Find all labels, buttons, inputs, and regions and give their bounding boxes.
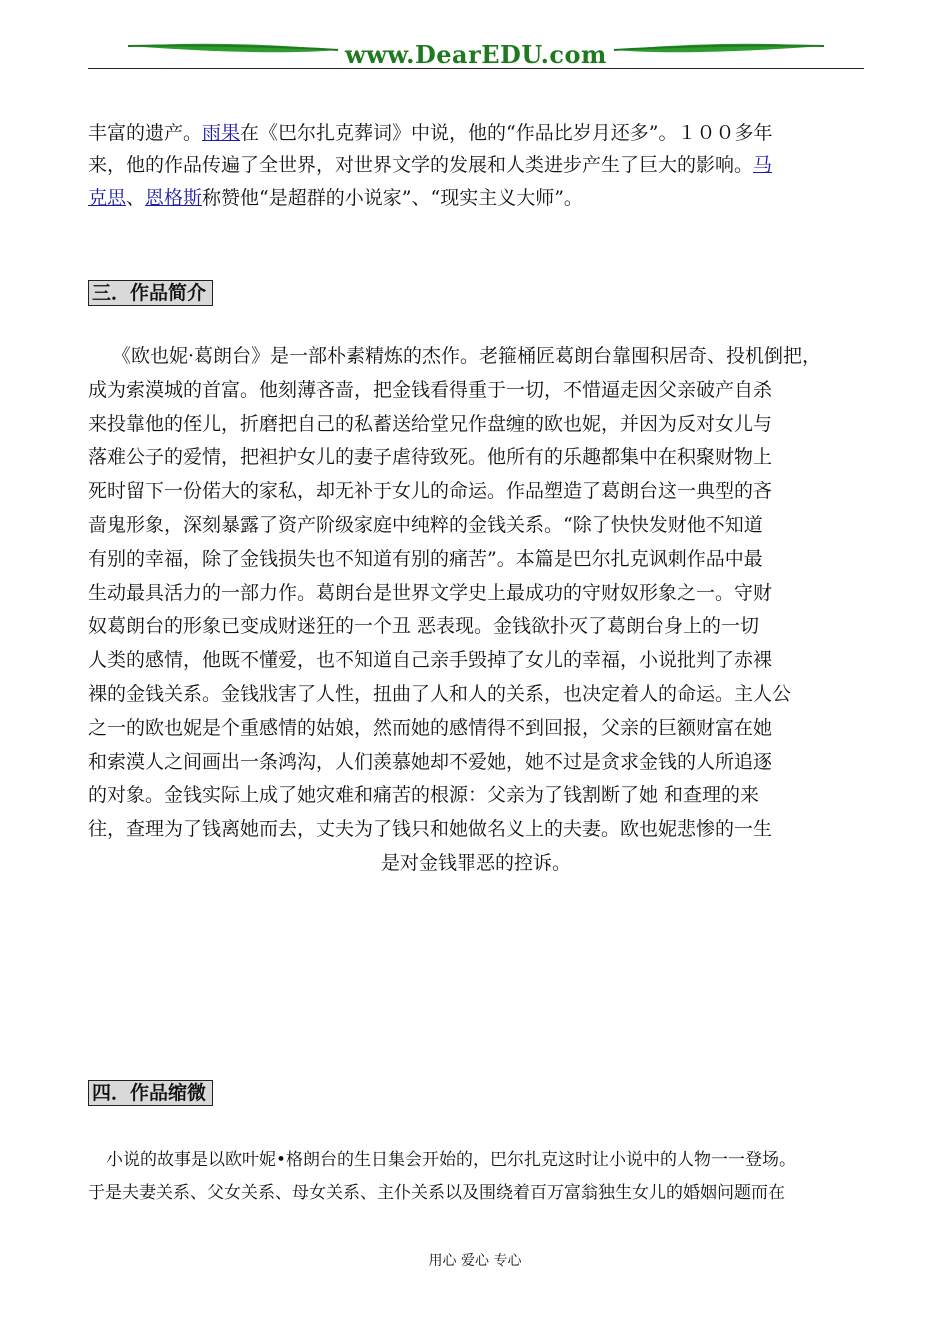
intro-paragraph — [88, 117, 864, 214]
text-line: 《欧也妮·葛朗台》是一部朴素精炼的杰作。老箍桶匠葛朗台靠囤积居奇、投机倒把， — [112, 345, 822, 367]
text-line: 丰富的遗产。雨果在《巴尔扎克葬词》中说，他的“作品比岁月还多”。１００多年 — [88, 122, 773, 144]
text-line: 奴葛朗台的形象已变成财迷狂的一个丑 恶表现。金钱欲扑灭了葛朗台身上的一切 — [88, 615, 760, 638]
work-summary-paragraph — [88, 340, 864, 881]
text-line: 于是夫妻关系、父女关系、母女关系、主仆关系以及围绕着百万富翁独生女儿的婚姻问题而在 — [88, 1183, 785, 1203]
text-line: 啬鬼形象，深刻暴露了资产阶级家庭中纯粹的金钱关系。“除了快快发财他不知道 — [88, 513, 763, 536]
text-line: 和索漠人之间画出一条鸿沟，人们羡慕她却不爱她，她不过是贪求金钱的人所追逐 — [88, 750, 773, 773]
section-heading-3: 三．作品简介 — [88, 280, 213, 306]
text-line: 裸的金钱关系。金钱戕害了人性，扭曲了人和人的关系，也决定着人的命运。主人公 — [88, 682, 792, 705]
text-line: 落难公子的爱情，把袒护女儿的妻子虐待致死。他所有的乐趣都集中在积聚财物上 — [88, 446, 773, 469]
text-line: 克思、恩格斯称赞他“是超群的小说家”、“现实主义大师”。 — [88, 186, 583, 209]
link-marx[interactable]: 克思 — [88, 186, 127, 209]
text-line: 有别的幸福，除了金钱损失也不知道有别的痛苦”。本篇是巴尔扎克讽刺作品中最 — [88, 547, 763, 570]
synopsis-paragraph — [88, 1144, 878, 1210]
text-line: 人类的感情，他既不懂爱，也不知道自己亲手毁掉了女儿的幸福，小说批判了赤裸 — [88, 649, 773, 672]
text-line: 生动最具活力的一部力作。葛朗台是世界文学史上最成功的守财奴形象之一。守财 — [88, 581, 773, 604]
link-hugo[interactable]: 雨果 — [202, 122, 241, 144]
link-engels[interactable]: 恩格斯 — [145, 186, 203, 209]
text-line: 来投靠他的侄儿，折磨把自己的私蓄送给堂兄作盘缠的欧也妮，并因为反对女儿与 — [88, 412, 773, 435]
text-line: 来，他的作品传遍了全世界，对世界文学的发展和人类进步产生了巨大的影响。马 — [88, 154, 773, 177]
text-line: 成为索漠城的首富。他刻薄吝啬，把金钱看得重于一切，不惜逼走因父亲破产自杀 — [88, 378, 773, 401]
text-line: 往，查理为了钱离她而去，丈夫为了钱只和她做名义上的夫妻。欧也妮悲惨的一生 — [88, 818, 773, 841]
header-divider — [88, 68, 864, 69]
text-line: 死时留下一份偌大的家私，却无补于女儿的命运。作品塑造了葛朗台这一典型的吝 — [88, 480, 773, 503]
text-line: 是对金钱罪恶的控诉。 — [380, 851, 571, 874]
page-footer: 用心 爱心 专心 — [428, 1253, 522, 1269]
text-line: 的对象。金钱实际上成了她灾难和痛苦的根源：父亲为了钱割断了她 和查理的来 — [88, 784, 760, 807]
section-heading-4: 四．作品缩微 — [88, 1080, 213, 1106]
site-header — [88, 34, 864, 70]
text-line: 小说的故事是以欧叶妮•格朗台的生日集会开始的，巴尔扎克这时让小说中的人物一一登场。 — [106, 1150, 797, 1170]
link-marx-part[interactable]: 马 — [753, 154, 773, 177]
site-url: www.DearEDU.com — [345, 40, 607, 69]
text-line: 之一的欧也妮是个重感情的姑娘，然而她的感情得不到回报，父亲的巨额财富在她 — [88, 716, 773, 739]
